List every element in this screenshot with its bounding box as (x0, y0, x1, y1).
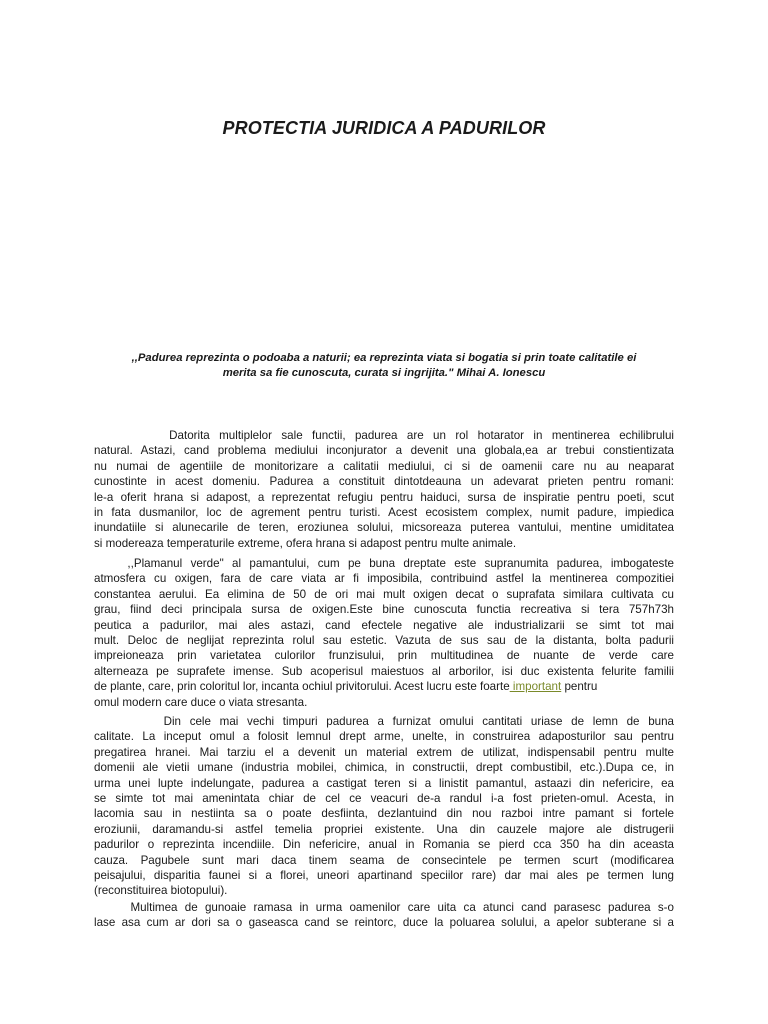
text-line: le-a oferit hrana si adapost, a reprezentat refugiu pentru haiduci, sursa de inspiratie pentru poeti, scut (94, 490, 674, 504)
epigraph-quote (94, 351, 674, 381)
text-line: se simte tot mai amenintata chiar de cel ce veacuri de-a randul i-a fost prieten-omul. Acesta, in (94, 791, 674, 805)
text-line: Multimea de gunoaie ramasa in urma oamenilor care uita ca atunci cand parasesc padurea s-o (94, 901, 674, 914)
paragraph-2 (94, 556, 674, 710)
text-segment: pentru (561, 680, 598, 694)
text-line: lacomia sau in nestiinta sa o poate desfiinta, dezlantuind din nou razboi intre pamant si fortele (94, 807, 674, 821)
text-line: natural. Astazi, cand problema mediului inconjurator a devenit una globala,ea ar trebui constientizata (94, 444, 674, 458)
text-line: calitate. La inceput omul a folosit lemnul drept arme, unelte, in construirea adaposturilor sau pentru (94, 730, 674, 744)
text-line: Datorita multiplelor sale functii, padurea are un rol hotarator in mentinerea echilibrului (94, 429, 674, 442)
text-line: cauza. Pagubele sunt mari daca tinem seama de consecintele pe termen scurt (modificarea (94, 853, 674, 867)
text-line: urma unei lupte indelungate, padurea a castigat teren si a linistit pamantul, astaazi din nefericire, ea (94, 776, 674, 790)
paragraph-4 (94, 900, 674, 931)
paragraph-1 (94, 428, 674, 551)
important-link[interactable]: important (509, 680, 562, 694)
text-line: atmosfera cu oxigen, fara de care viata ar fi imposibila, contribuind astfel la mentinerea compozitiei (94, 572, 674, 586)
text-line: lase asa cum ar dori sa o gaseasca cand se reintorc, duce la poluarea solului, a apelor subterane si a (94, 916, 674, 930)
text-segment: de plante, care, prin coloritul lor, incanta ochiul privitorului. Acest lucru este foarte (94, 680, 510, 694)
text-line: ,,Plamanul verde" al pamantului, cum pe buna dreptate este supranumita padurea, imbogateste (94, 557, 674, 570)
text-line: Din cele mai vechi timpuri padurea a furnizat omului cantitati uriase de lemn de buna (94, 715, 674, 728)
text-line: in fata dusmanilor, loc de agrement pentru turisti. Acest ecosistem complex, numit padure, impiedica (94, 505, 674, 519)
text-line: (reconstituirea biotopului). (94, 884, 228, 898)
text-line: padurilor o reprezinta incendiile. Din nefericire, anual in Romania se pierd cca 350 ha din aceasta (94, 838, 674, 852)
quote-line: merita sa fie cunoscuta, curata si ingrijita." Mihai A. Ionescu (222, 367, 546, 379)
text-line: constantea aerului. Ea elimina de 50 de ori mai mult oxigen decat o suprafata similara cultivata cu (94, 587, 674, 601)
text-line: mult. Deloc de neglijat reprezinta rolul sau estetic. Vazuta de sus sau de la distanta, bolta padurii (94, 633, 674, 647)
text-line: omul modern care duce o viata stresanta. (94, 695, 308, 709)
text-line: peisajului, disparitia faunei si a florei, uneori apartinand speciilor rare) dar mai ales pe termen lung (94, 868, 674, 882)
text-line: impreioneaza prin varietatea culorilor frunzisului, prin multitudinea de nuante de verde care (94, 649, 674, 663)
page-title: PROTECTIA JURIDICA A PADURILOR (222, 118, 546, 138)
text-line: cunostinte in acest domeniu. Padurea a constituit dintotdeauna un adevarat prieten pentru romani: (94, 475, 674, 489)
text-line-with-link (94, 679, 674, 694)
text-line: peutica a padurilor, mai ales astazi, cand efectele negative ale industrializarii se simt tot mai (94, 618, 674, 632)
text-line: alterneaza pe suprafete imense. Sub acoperisul maiestuos al arborilor, isi duc existenta felurite familii (94, 664, 674, 678)
paragraph-3 (94, 714, 674, 899)
text-line: nu numai de agentiile de monitorizare a calitatii mediului, ci si de oamenii care nu au neaparat (94, 459, 674, 473)
quote-line: ,,Padurea reprezinta o podoaba a naturii; ea reprezinta viata si bogatia si prin toate calitatile ei (131, 352, 637, 364)
text-line: eroziunii, daramandu-si astfel temelia propriei existente. Una din cauzele majore ale distrugerii (94, 822, 674, 836)
text-line: inundatiile si alunecarile de teren, eroziunea solului, micsoreaza puterea vantului, mentine umiditatea (94, 521, 674, 535)
text-line: si modereaza temperaturile extreme, ofera hrana si adapost pentru multe animale. (94, 536, 517, 550)
text-line: grau, fiind deci principala sursa de oxigen.Este bine cunoscuta functia recreativa si tera 757h73h (94, 603, 674, 617)
text-line: domenii ale vietii umane (industria mobilei, chimica, in constructii, drept combustibil, etc.).Dupa ce, in (94, 761, 674, 775)
text-line: pregatirea hranei. Mai tarziu el a devenit un material extrem de utilizat, indispensabil pentru multe (94, 745, 674, 759)
